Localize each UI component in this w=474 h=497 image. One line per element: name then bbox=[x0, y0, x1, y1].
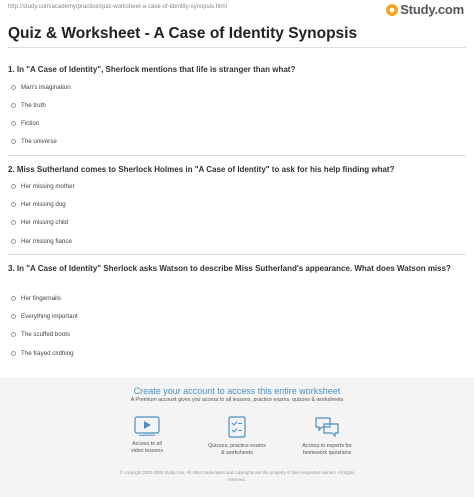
promo-title[interactable]: Create your account to access this entire worksheet bbox=[133, 386, 341, 396]
radio-icon[interactable] bbox=[11, 121, 16, 126]
quiz-checklist-icon bbox=[226, 416, 248, 438]
radio-icon[interactable] bbox=[11, 239, 16, 244]
chat-bubbles-icon bbox=[314, 416, 340, 438]
feature-label: Quizzes, practice exams & worksheets bbox=[208, 443, 266, 456]
brand-name: Study.com bbox=[400, 2, 464, 17]
feature-label: Access to all video lessons bbox=[130, 441, 164, 454]
question-divider bbox=[8, 254, 466, 255]
question-3-option-4[interactable]: The frayed clothing bbox=[11, 349, 74, 357]
question-1-option-4[interactable]: The universe bbox=[11, 137, 57, 145]
logo-icon bbox=[386, 4, 398, 16]
radio-icon[interactable] bbox=[11, 184, 16, 189]
radio-icon[interactable] bbox=[11, 139, 16, 144]
question-divider bbox=[8, 155, 466, 156]
question-2-option-4[interactable]: Her missing fiance bbox=[11, 237, 72, 245]
page-header bbox=[0, 0, 474, 20]
feature-experts bbox=[282, 416, 372, 457]
radio-icon[interactable] bbox=[11, 296, 16, 301]
question-1-option-3[interactable]: Fiction bbox=[11, 119, 39, 127]
source-url: http://study.com/academy/practice/quiz-worksheet-a-case-of-identity-synopsis.html bbox=[8, 4, 227, 10]
question-3-text: 3. In "A Case of Identity" Sherlock asks Watson to describe Miss Sutherland's appearance. What does Watson miss? bbox=[8, 264, 451, 273]
question-2-option-1[interactable]: Her missing mother bbox=[11, 182, 75, 190]
radio-icon[interactable] bbox=[11, 202, 16, 207]
question-3-option-3[interactable]: The scuffed boots bbox=[11, 330, 70, 338]
feature-label: Access to experts for homework questions bbox=[302, 443, 352, 456]
question-1-option-1[interactable]: Man's imagination bbox=[11, 83, 71, 91]
title-divider bbox=[8, 47, 466, 48]
premium-promo-panel bbox=[0, 378, 474, 497]
question-3-option-2[interactable]: Everything important bbox=[11, 312, 78, 320]
radio-icon[interactable] bbox=[11, 314, 16, 319]
radio-icon[interactable] bbox=[11, 220, 16, 225]
question-1-option-2[interactable]: The truth bbox=[11, 101, 46, 109]
question-2-text: 2. Miss Sutherland comes to Sherlock Holmes in "A Case of Identity" to ask for his help finding what? bbox=[8, 165, 395, 174]
brand-logo bbox=[386, 2, 464, 17]
question-2-option-3[interactable]: Her missing child bbox=[11, 218, 68, 226]
radio-icon[interactable] bbox=[11, 103, 16, 108]
radio-icon[interactable] bbox=[11, 332, 16, 337]
question-1-text: 1. In "A Case of Identity", Sherlock mentions that life is stranger than what? bbox=[8, 65, 296, 74]
feature-quizzes bbox=[192, 416, 282, 457]
radio-icon[interactable] bbox=[11, 85, 16, 90]
page-title: Quiz & Worksheet - A Case of Identity Synopsis bbox=[8, 25, 358, 42]
feature-video-lessons bbox=[102, 416, 192, 455]
radio-icon[interactable] bbox=[11, 351, 16, 356]
question-3-option-1[interactable]: Her fingernails bbox=[11, 294, 61, 302]
copyright-footer: © copyright 2003-2020 Study.com. All other trademarks and copyrights are the property of their respective owners. All rights reserved. bbox=[119, 470, 355, 482]
video-play-icon bbox=[134, 416, 160, 436]
promo-subtitle: A Premium account gives you access to all lessons, practice exams, quizzes & worksheets bbox=[130, 397, 344, 403]
question-2-option-2[interactable]: Her missing dog bbox=[11, 200, 66, 208]
